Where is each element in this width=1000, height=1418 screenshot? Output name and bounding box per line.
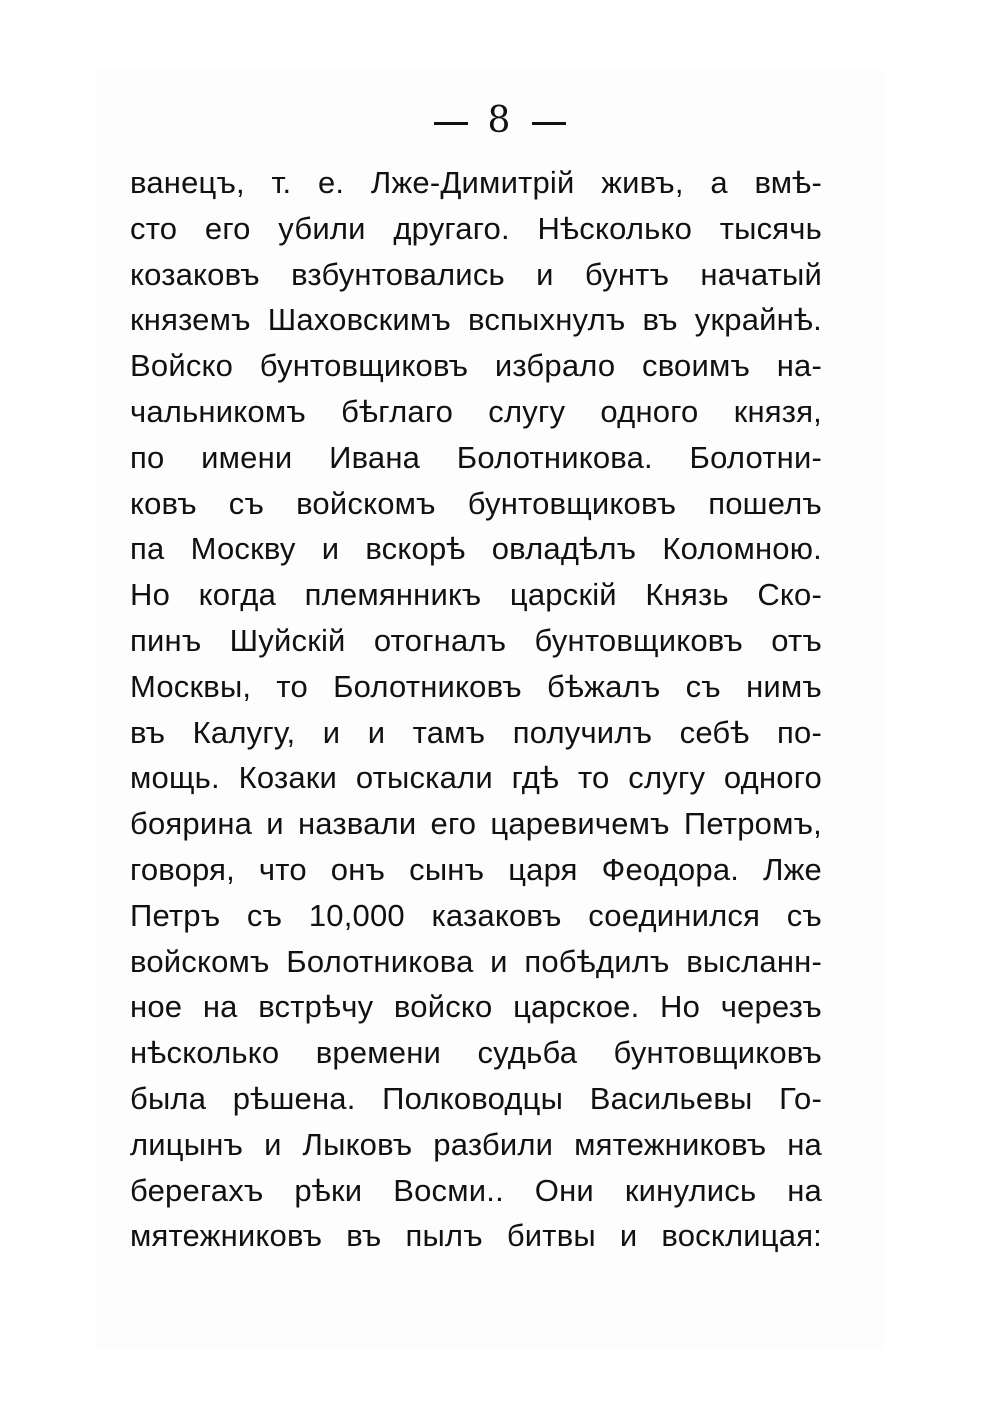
- text-line: была рѣшена. Полководцы Васильевы Го-: [130, 1080, 822, 1116]
- text-line: козаковъ взбунтовались и бунтъ начатый: [130, 256, 822, 292]
- text-line: ковъ съ войскомъ бунтовщиковъ пошелъ: [130, 485, 822, 521]
- right-dash: [532, 122, 566, 125]
- body-text: [130, 160, 822, 1259]
- text-line: Войско бунтовщиковъ избрало своимъ на-: [130, 348, 822, 384]
- text-line: ное на встрѣчу войско царское. Но черезъ: [130, 989, 822, 1025]
- text-line: говоря, что онъ сынъ царя Феодора. Лже: [130, 851, 822, 887]
- text-line: ванецъ, т. е. Лже-Димитрій живъ, а вмѣ-: [130, 165, 822, 200]
- text-line: Москвы, то Болотниковъ бѣжалъ съ нимъ: [130, 668, 822, 704]
- text-line: княземъ Шаховскимъ вспыхнулъ въ украйнѣ.: [130, 302, 822, 338]
- left-dash: [434, 122, 468, 125]
- text-line: мощь. Козаки отыскали гдѣ то слугу одного: [130, 760, 822, 796]
- text-line: чальникомъ бѣглаго слугу одного князя,: [130, 393, 822, 429]
- text-line: нѣсколько времени судьба бунтовщиковъ: [130, 1035, 822, 1071]
- text-line: по имени Ивана Болотникова. Болотни-: [130, 439, 822, 475]
- text-line: мятежниковъ въ пылъ битвы и восклицая:: [130, 1218, 822, 1254]
- page-number-header: [0, 100, 1000, 141]
- page-number: 8: [487, 100, 513, 141]
- text-line: войскомъ Болотникова и побѣдилъ высланн-: [130, 943, 822, 979]
- text-line: сто его убили другаго. Нѣсколько тысячь: [130, 210, 822, 246]
- text-line: берегахъ рѣки Восми.. Они кинулись на: [130, 1172, 822, 1208]
- text-line: лицынъ и Лыковъ разбили мятежниковъ на: [130, 1126, 822, 1162]
- text-line: па Москву и вскорѣ овладѣлъ Коломною.: [130, 531, 822, 567]
- text-line: пинъ Шуйскій отогналъ бунтовщиковъ отъ: [130, 622, 822, 658]
- text-line: Но когда племянникъ царскій Князь Ско-: [130, 577, 822, 613]
- text-line: Петръ съ 10,000 казаковъ соединился съ: [130, 897, 822, 933]
- text-line: въ Калугу, и и тамъ получилъ себѣ по-: [130, 714, 822, 750]
- text-line: бояpина и назвали его царевичемъ Петромъ,: [130, 806, 822, 842]
